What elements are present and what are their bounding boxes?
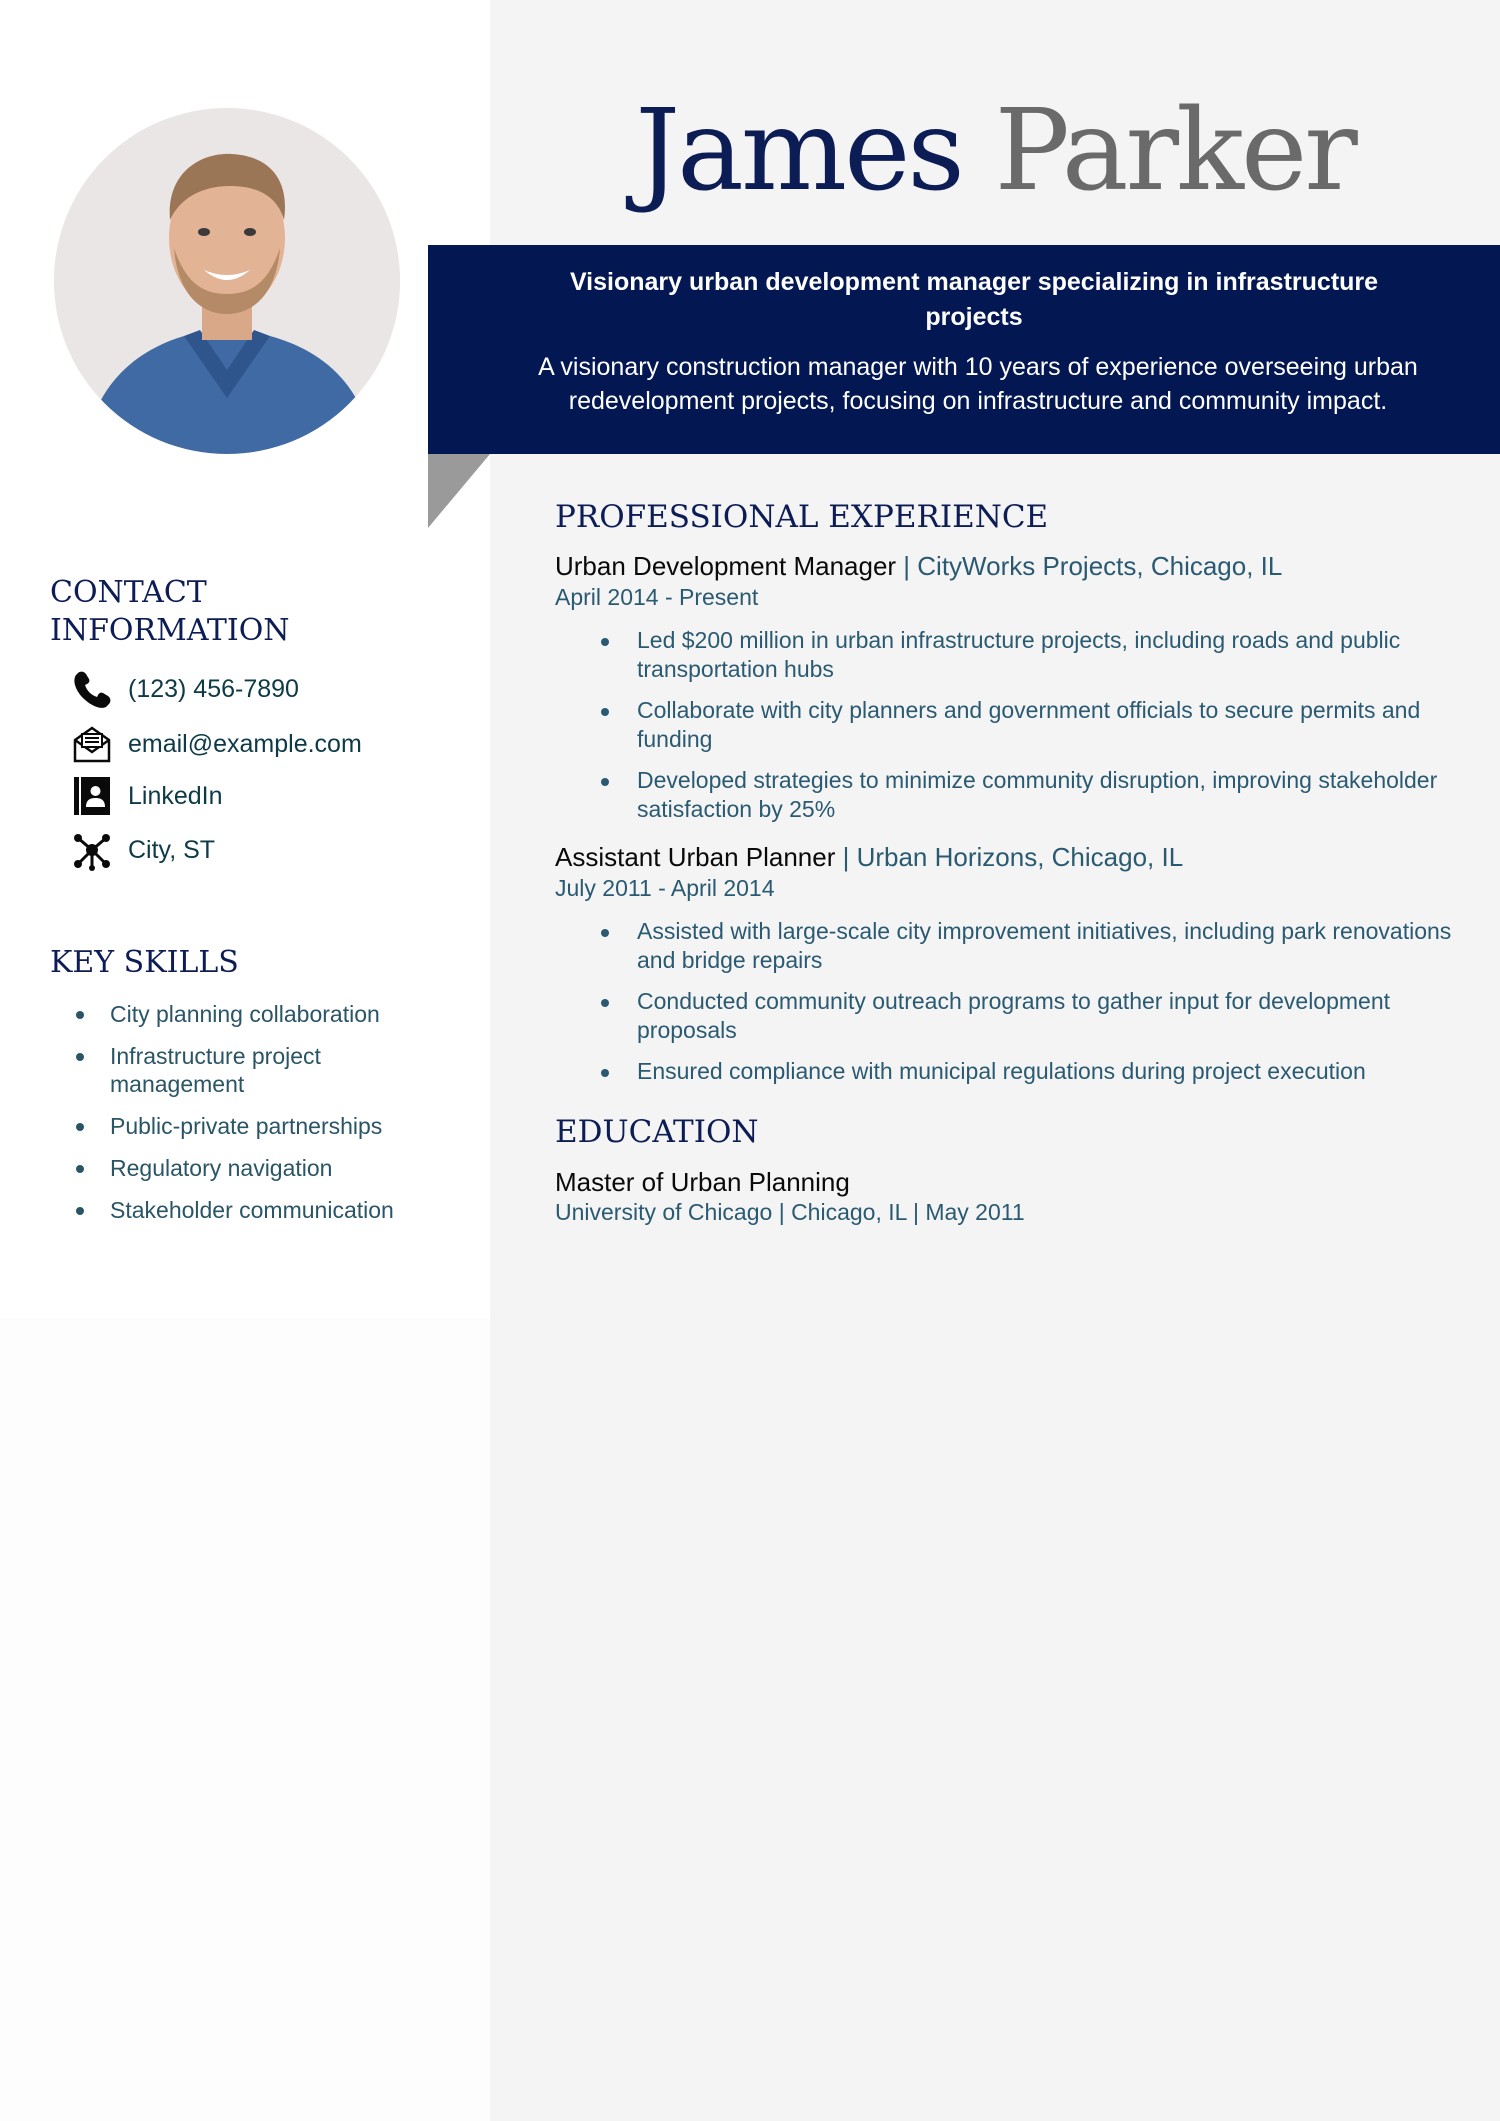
job-bullets	[597, 626, 1457, 836]
skill-item: Public-private partnerships	[70, 1112, 470, 1140]
candidate-name	[490, 86, 1500, 216]
summary-banner	[428, 245, 1500, 454]
education-degree: Master of Urban Planning	[555, 1167, 850, 1197]
education-heading: EDUCATION	[555, 1114, 759, 1150]
job-dates: April 2014 - Present	[555, 584, 759, 610]
last-name: Parker	[994, 86, 1355, 216]
contact-location	[70, 828, 215, 872]
location-icon	[70, 828, 114, 872]
job-org: CityWorks Projects, Chicago, IL	[917, 551, 1283, 581]
job-org: Urban Horizons, Chicago, IL	[856, 842, 1184, 872]
contact-phone	[70, 667, 299, 711]
job-bullet: Assisted with large-scale city improvement initiatives, including park renovations and bridge repairs	[597, 917, 1457, 975]
job-role: Assistant Urban Planner	[555, 842, 836, 872]
contact-email-text: email@example.com	[128, 729, 362, 758]
skill-item: Stakeholder communication	[70, 1196, 470, 1224]
linkedin-icon	[70, 774, 114, 818]
job-bullet: Developed strategies to minimize community disruption, improving stakeholder satisfaction by 25%	[597, 766, 1457, 824]
contact-heading: CONTACT INFORMATION	[50, 575, 290, 648]
job-role: Urban Development Manager	[555, 551, 897, 581]
skill-item: Regulatory navigation	[70, 1154, 470, 1182]
skill-item: City planning collaboration	[70, 1000, 470, 1028]
job-separator: |	[835, 842, 857, 872]
email-icon	[70, 722, 114, 766]
phone-icon	[70, 667, 114, 711]
skills-heading: KEY SKILLS	[50, 945, 239, 980]
job-bullet: Conducted community outreach programs to gather input for development proposals	[597, 987, 1457, 1045]
contact-linkedin	[70, 774, 223, 818]
profile-photo	[54, 108, 400, 454]
contact-linkedin-text[interactable]: LinkedIn	[128, 781, 223, 810]
headline: Visionary urban development manager specializing in infrastructure projects	[569, 268, 1379, 331]
job-dates: July 2011 - April 2014	[555, 875, 775, 901]
contact-email	[70, 722, 362, 766]
skill-item: Infrastructure project management	[70, 1042, 370, 1098]
job-title-line	[555, 550, 1282, 582]
education-school: University of Chicago | Chicago, IL | May 2011	[555, 1199, 1025, 1225]
first-name: James	[635, 86, 962, 216]
job-title-line	[555, 841, 1183, 873]
job-bullet: Collaborate with city planners and government officials to secure permits and funding	[597, 696, 1457, 754]
job-bullet: Led $200 million in urban infrastructure projects, including roads and public transportation hubs	[597, 626, 1457, 684]
experience-heading: PROFESSIONAL EXPERIENCE	[555, 499, 1049, 535]
sidebar-lower	[0, 1318, 490, 2121]
skills-list	[70, 1000, 470, 1238]
job-bullet: Ensured compliance with municipal regulations during project execution	[597, 1057, 1457, 1086]
job-separator: |	[896, 551, 918, 581]
job-bullets	[597, 917, 1457, 1098]
contact-phone-text: (123) 456-7890	[128, 674, 299, 703]
banner-fold	[428, 454, 490, 528]
contact-location-text: City, ST	[128, 835, 216, 864]
summary: A visionary construction manager with 10 years of experience overseeing urban redevelopment projects, focusing on infrastructure and community impact.	[538, 353, 1418, 415]
